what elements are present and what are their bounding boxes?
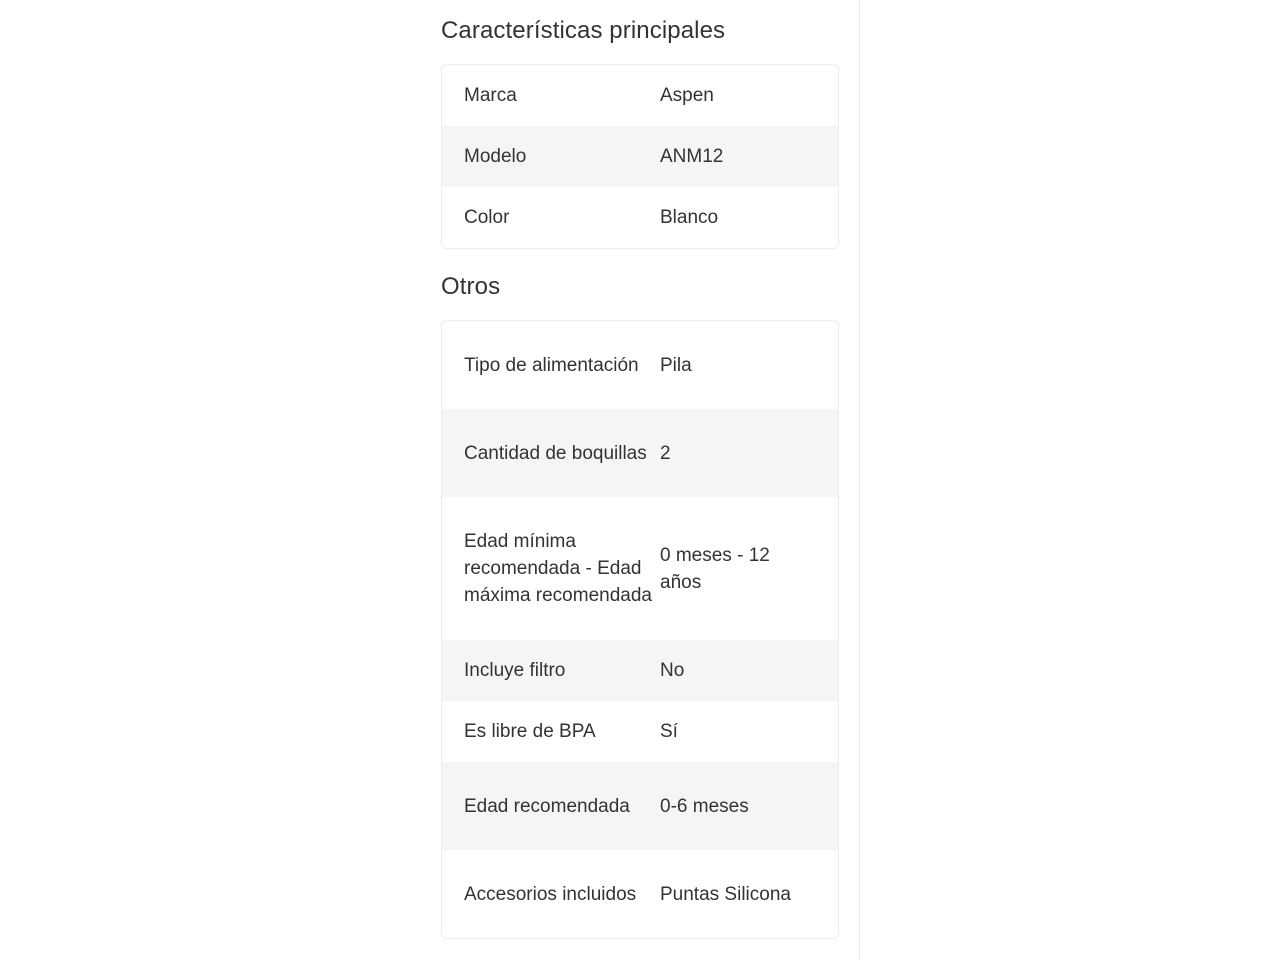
table-row xyxy=(442,187,838,248)
spec-label: Incluye filtro xyxy=(464,660,566,681)
spec-value: 2 xyxy=(660,442,671,464)
spec-value: No xyxy=(660,660,685,681)
spec-value: 0-6 meses xyxy=(660,795,749,817)
spec-label: Edad mínima recomendada - Edad máxima recomendada xyxy=(464,531,652,606)
spec-label: Color xyxy=(464,207,510,228)
spec-value: Puntas Silicona xyxy=(660,883,791,905)
spec-label: Accesorios incluidos xyxy=(464,883,637,905)
table-row xyxy=(442,640,838,701)
spec-label: Edad recomendada xyxy=(464,795,630,817)
spec-label: Marca xyxy=(464,85,517,106)
spec-value: Blanco xyxy=(660,207,719,228)
spec-label: Cantidad de boquillas xyxy=(464,442,647,464)
spec-value: Aspen xyxy=(660,85,714,106)
table-row xyxy=(442,65,838,126)
spec-value: Pila xyxy=(660,354,692,376)
spec-value: Sí xyxy=(660,721,678,742)
table-row xyxy=(442,126,838,187)
specs-table-others xyxy=(441,320,839,939)
section-title-others: Otros xyxy=(441,273,501,300)
spec-label: Modelo xyxy=(464,146,527,167)
spec-value: ANM12 xyxy=(660,146,724,167)
spec-label: Es libre de BPA xyxy=(464,721,596,742)
table-row xyxy=(442,701,838,762)
table-row xyxy=(442,321,838,409)
spec-value: 0 meses - 12 años xyxy=(660,544,770,593)
column-divider xyxy=(859,0,860,960)
specs-table-main-features xyxy=(441,64,839,249)
section-title-main-features: Características principales xyxy=(441,17,726,44)
spec-label: Tipo de alimentación xyxy=(464,354,639,376)
table-row xyxy=(442,850,838,938)
table-row xyxy=(442,762,838,850)
table-row xyxy=(442,497,838,640)
table-row xyxy=(442,409,838,497)
